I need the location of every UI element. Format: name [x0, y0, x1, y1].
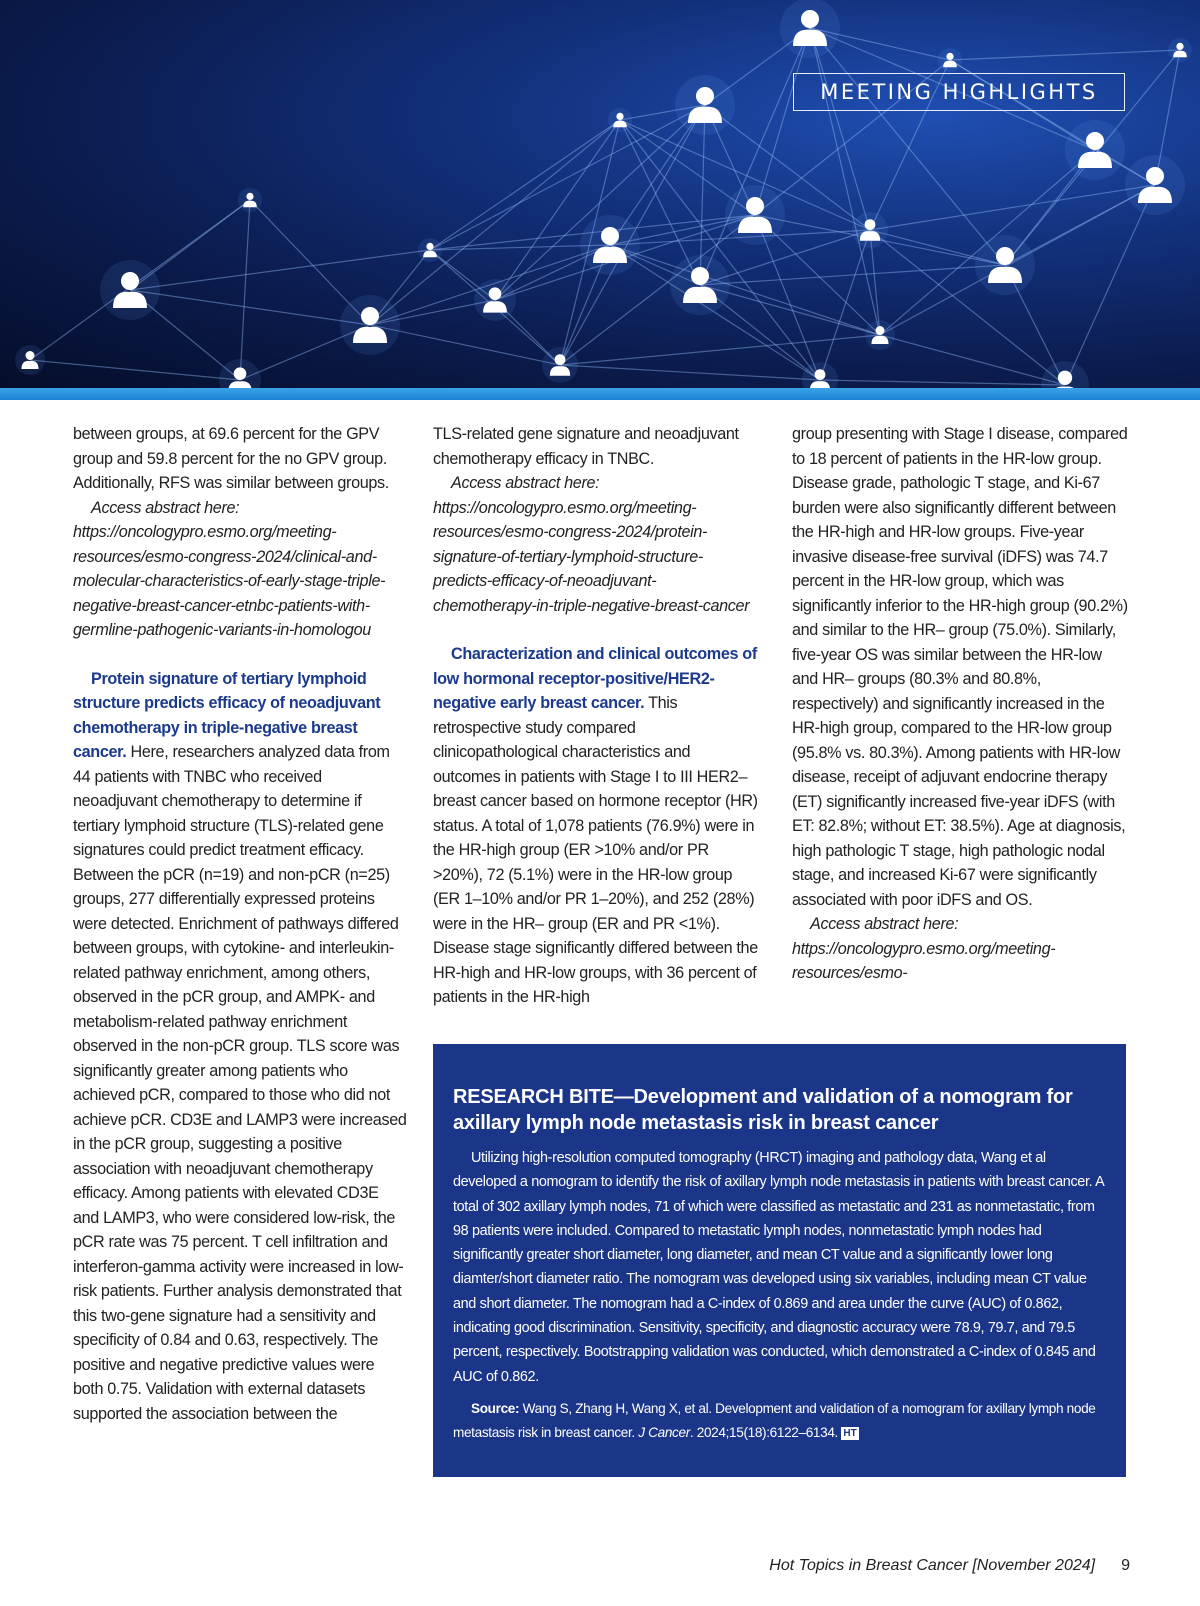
network-line	[560, 335, 880, 365]
person-icon	[100, 260, 160, 320]
col1-access-abstract: Access abstract here: https://oncologypro.esmo.org/meeting-resources/esmo-congress-2024/clinical-and-molecular-characteristics-of-early-stage-triple-negative-breast-cancer-etnbc-patients-with-germline-pathogenic-variants-in-homologou	[73, 498, 386, 639]
page-footer	[769, 1557, 1130, 1575]
person-icon	[1168, 38, 1192, 62]
network-people-illustration	[0, 0, 1200, 388]
network-line	[820, 380, 1065, 385]
page-number: 9	[1121, 1557, 1130, 1574]
person-icon	[865, 320, 895, 350]
person-icon	[852, 212, 888, 248]
person-icon	[670, 255, 730, 315]
network-line	[700, 28, 810, 285]
column-1	[73, 422, 408, 1426]
person-icon	[1125, 155, 1185, 215]
network-line	[620, 120, 820, 380]
person-icon	[938, 48, 962, 72]
person-icon	[802, 362, 838, 388]
col1-paragraph: between groups, at 69.6 percent for the GPV group and 59.8 percent for the no GPV group. Additionally, RFS was similar between groups.	[73, 425, 389, 492]
column-3	[792, 422, 1130, 986]
col2-access-abstract: Access abstract here: https://oncologypro.esmo.org/meeting-resources/esmo-congress-2024/protein-signature-of-tertiary-lymphoid-structure-predicts-efficacy-of-neoadjuvant-chemotherapy-in-triple-negative-breast-cancer	[433, 474, 750, 615]
person-icon	[608, 108, 632, 132]
source-label: Source:	[471, 1400, 520, 1416]
header-banner-image	[0, 0, 1200, 388]
col1-article-heading: Protein signature of tertiary lymphoid structure predicts efficacy of neoadjuvant chemotherapy in triple-negative breast cancer.	[73, 669, 381, 761]
person-icon	[675, 75, 735, 135]
person-icon	[580, 215, 640, 275]
research-bite-source	[453, 1397, 1106, 1445]
footer-journal: Hot Topics in Breast Cancer [November 2024]	[769, 1557, 1096, 1574]
person-icon	[418, 238, 442, 262]
source-citation: . 2024;15(18):6122–6134.	[689, 1424, 838, 1440]
col1-article	[73, 667, 408, 1427]
col2-article-heading: Characterization and clinical outcomes of low hormonal receptor-positive/HER2-negative early breast cancer.	[433, 645, 757, 712]
column-2	[433, 422, 758, 1010]
research-bite-box	[433, 1044, 1126, 1477]
person-icon	[474, 279, 516, 321]
col1-article-body: Here, researchers analyzed data from 44 patients with TNBC who received neoadjuvant chemotherapy to determine if tertiary lymphoid structure (TLS)-related gene signatures could predict treatment efficacy. Between the pCR (n=19) and non-pCR (n=25) groups, 277 differentially expressed proteins were detected. Enrichment of pathways differed between groups, with cytokine- and interleukin-related pathway enrichment, among others, observed in the pCR group, and AMPK- and metabolism-related pathway enrichment observed in the non-pCR group. TLS score was significantly greater among patients who achieved pCR, compared to those who did not achieve pCR. CD3E and LAMP3 were increased in the pCR group, suggesting a positive association with neoadjuvant chemotherapy efficacy. Among patients with elevated CD3E and LAMP3, who were considered low-risk, the pCR rate was 75 percent. T cell infiltration and interferon-gamma activity were increased in low-risk patients. Further analysis demonstrated that this two-gene signature had a sensitivity and specificity of 0.84 and 0.63, respectively. The positive and negative predictive values were both 0.75. Validation with external datasets supported the association between the	[73, 743, 407, 1423]
network-line	[30, 360, 240, 380]
research-bite-title: RESEARCH BITE—Development and validation of a nomogram for axillary lymph node metastasis risk in breast cancer	[453, 1086, 1073, 1134]
col3-paragraph: group presenting with Stage I disease, compared to 18 percent of patients in the HR-low group. Disease grade, pathologic T stage, and Ki-67 burden were also significantly different between the HR-high and HR-low groups. Five-year invasive disease-free survival (iDFS) was 74.7 percent in the HR-low group, which was significantly inferior to the HR-high group (90.2%) and similar to the HR– group (75.0%). Similarly, five-year OS was similar between the HR-low and HR– groups (80.3% and 80.8%, respectively) and significantly increased in the HR-high group, compared to the HR-low group (95.8% vs. 80.3%). Among patients with HR-low disease, receipt of adjuvant endocrine therapy (ET) significantly increased five-year iDFS (with ET: 82.8%; without ET: 38.5%). Age at diagnosis, high pathologic T stage, high pathologic nodal stage, and increased Ki-67 were significantly associated with poor iDFS and OS.	[792, 425, 1128, 909]
research-bite-body: Utilizing high-resolution computed tomography (HRCT) imaging and pathology data, Wang et al developed a nomogram to identify the risk of axillary lymph node metastasis in patients with breast cancer. A total of 302 axillary lymph nodes, 71 of which were classified as metastatic and 231 as nonmetastatic, from 98 patients were included. Compared to metastatic lymph nodes, nonmetastatic lymph nodes had significantly greater short diameter, long diameter, and mean CT value and a significantly lower long diamter/short diameter ratio. The nomogram was developed using six variables, including mean CT value and short diameter. The nomogram had a C-index of 0.869 and area under the curve (AUC) of 0.862, indicating good discrimination. Sensitivity, specificity, and diagnostic accuracy were 78.9, 79.7, and 79.5 percent, respectively. Bootstrapping validation was conducted, which demonstrated a C-index of 0.845 and AUC of 0.862.	[453, 1150, 1104, 1385]
network-line	[880, 335, 1065, 385]
person-icon	[219, 359, 261, 388]
network-line	[820, 230, 870, 380]
person-icon	[340, 295, 400, 355]
person-icon	[1065, 120, 1125, 180]
person-icon	[725, 185, 785, 245]
person-icon	[238, 188, 262, 212]
col3-access-abstract: Access abstract here: https://oncologypro.esmo.org/meeting-resources/esmo-	[792, 915, 1056, 982]
network-line	[950, 50, 1180, 60]
network-line	[560, 365, 820, 380]
network-line	[810, 28, 870, 230]
network-line	[870, 230, 1065, 385]
source-journal: J Cancer	[638, 1424, 690, 1440]
col2-article-body: This retrospective study compared clinicopathological characteristics and outcomes in patients with Stage I to III HER2– breast cancer based on hormone receptor (HR) status. A total of 1,078 patients (76.9%) were in the HR-high group (ER >10% and/or PR >20%), 72 (5.1%) were in the HR-low group (ER 1–10% and/or PR 1–20%), and 252 (28%) were in the HR– group (ER and PR <1%). Disease stage significantly differed between the HR-high and HR-low groups, with 36 percent of patients in the HR-high	[433, 694, 758, 1006]
network-line	[240, 200, 250, 380]
ht-badge-icon: HT	[843, 1427, 857, 1439]
network-line	[1065, 185, 1155, 385]
col2-article	[433, 642, 758, 1010]
source-text: Wang S, Zhang H, Wang X, et al. Development and validation of a nomogram for axillary lymph node metastasis risk in breast cancer.	[453, 1400, 1096, 1440]
person-icon	[975, 235, 1035, 295]
network-line	[810, 28, 1005, 265]
banner-stripe	[0, 388, 1200, 400]
section-label: MEETING HIGHLIGHTS	[793, 73, 1125, 111]
person-icon	[542, 347, 578, 383]
person-icon	[780, 0, 840, 58]
col2-paragraph: TLS-related gene signature and neoadjuvant chemotherapy efficacy in TNBC.	[433, 425, 739, 468]
person-icon	[1041, 361, 1089, 388]
person-icon	[15, 345, 45, 375]
